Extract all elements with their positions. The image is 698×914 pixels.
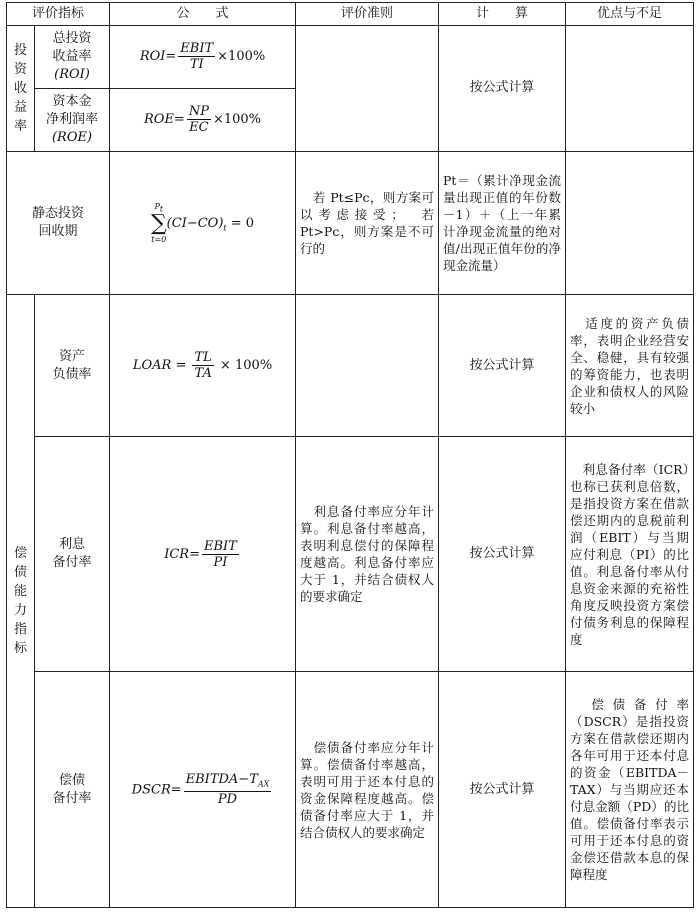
header-calculation: 计 算: [439, 3, 566, 26]
pros-payback: [566, 151, 694, 295]
criterion-investment-return: [296, 26, 439, 152]
summation-symbol: $P_t$ ∑ t=0: [150, 201, 167, 245]
header-pros-cons: 优点与不足: [566, 3, 694, 26]
group-solvency: 偿 债 能 力 指 标: [7, 295, 35, 908]
indicator-dscr: 偿债 备付率: [35, 672, 110, 908]
formula-dscr: DSCR= $\frac{EBITDA-T_{AX}}{PD}$: [110, 672, 296, 908]
pros-dscr: 偿债备付率（DSCR）是指投资方案在借款偿还期内各年可用于还本付息的资金（EBITDA－TAX）与当期应还本付息金额（PD）的比值。偿债备付率表示可用于还本付息的资金偿还借款本息的保障程度: [566, 672, 694, 908]
header-row: [7, 3, 694, 26]
formula-payback: $P_t$ ∑ t=0 $(CI-CO)_t = 0$: [110, 151, 296, 295]
header-formula: 公 式: [110, 3, 296, 26]
row-loar: [7, 295, 694, 437]
row-dscr: [7, 672, 694, 908]
pros-loar: 适度的资产负债率，表明企业经营安全、稳健，具有较强的筹资能力，也表明企业和债权人的风险较小: [566, 295, 694, 437]
indicator-icr: 利息 备付率: [35, 437, 110, 672]
formula-loar: LOAR = $\frac{TL}{TA}$ × 100%: [110, 295, 296, 437]
criterion-dscr: 偿债备付率应分年计算。偿债备付率越高，表明可用于还本付息的资金保障程度越高。偿债备付率应大于 1，并结合债权人的要求确定: [296, 672, 439, 908]
formula-roe: ROE= $\frac{NP}{EC}$ ×100%: [110, 88, 296, 151]
formula-roi: ROI= $\frac{\text{EBIT}}{TI}$ ×100%: [110, 26, 296, 89]
criterion-icr: 利息备付率应分年计算。利息备付率越高，表明利息偿付的保障程度越高。利息备付率应大于 1，并结合债权人的要求确定: [296, 437, 439, 672]
indicator-roe: 资本金 净利润率 (ROE): [35, 88, 110, 151]
indicator-roi: 总投资 收益率 (ROI): [35, 26, 110, 89]
calc-loar: 按公式计算: [439, 295, 566, 437]
evaluation-table: [6, 2, 694, 908]
calc-investment-return: 按公式计算: [439, 26, 566, 152]
group-investment-return: 投 资 收 益 率: [7, 26, 35, 152]
header-indicator: 评价指标: [7, 3, 110, 26]
row-icr: [7, 437, 694, 672]
criterion-loar: [296, 295, 439, 437]
formula-icr: ICR= $\frac{\text{EBIT}}{PI}$: [110, 437, 296, 672]
row-roi: [7, 26, 694, 89]
indicator-loar: 资产 负债率: [35, 295, 110, 437]
pros-icr: 利息备付率（ICR）也称已获利息倍数，是指投资方案在借款偿还期内的息税前利润（EBIT）与当期应付利息（PI）的比值。利息备付率从付息资金来源的充裕性角度反映投资方案偿付债务利息的保障程度: [566, 437, 694, 672]
calc-icr: 按公式计算: [439, 437, 566, 672]
header-criterion: 评价准则: [296, 3, 439, 26]
criterion-payback: 若 Pt≤Pc，则方案可以考虑接受； 若 Pt>Pc，则方案是不可行的: [296, 151, 439, 295]
pros-investment-return: [566, 26, 694, 152]
calc-payback: Pt＝（累计净现金流量出现正值的年份数－1）＋（上一年累计净现金流量的绝对值/出现正值年份的净现金流量）: [439, 151, 566, 295]
row-payback: [7, 151, 694, 295]
calc-dscr: 按公式计算: [439, 672, 566, 908]
indicator-payback: 静态投资 回收期: [7, 151, 110, 295]
